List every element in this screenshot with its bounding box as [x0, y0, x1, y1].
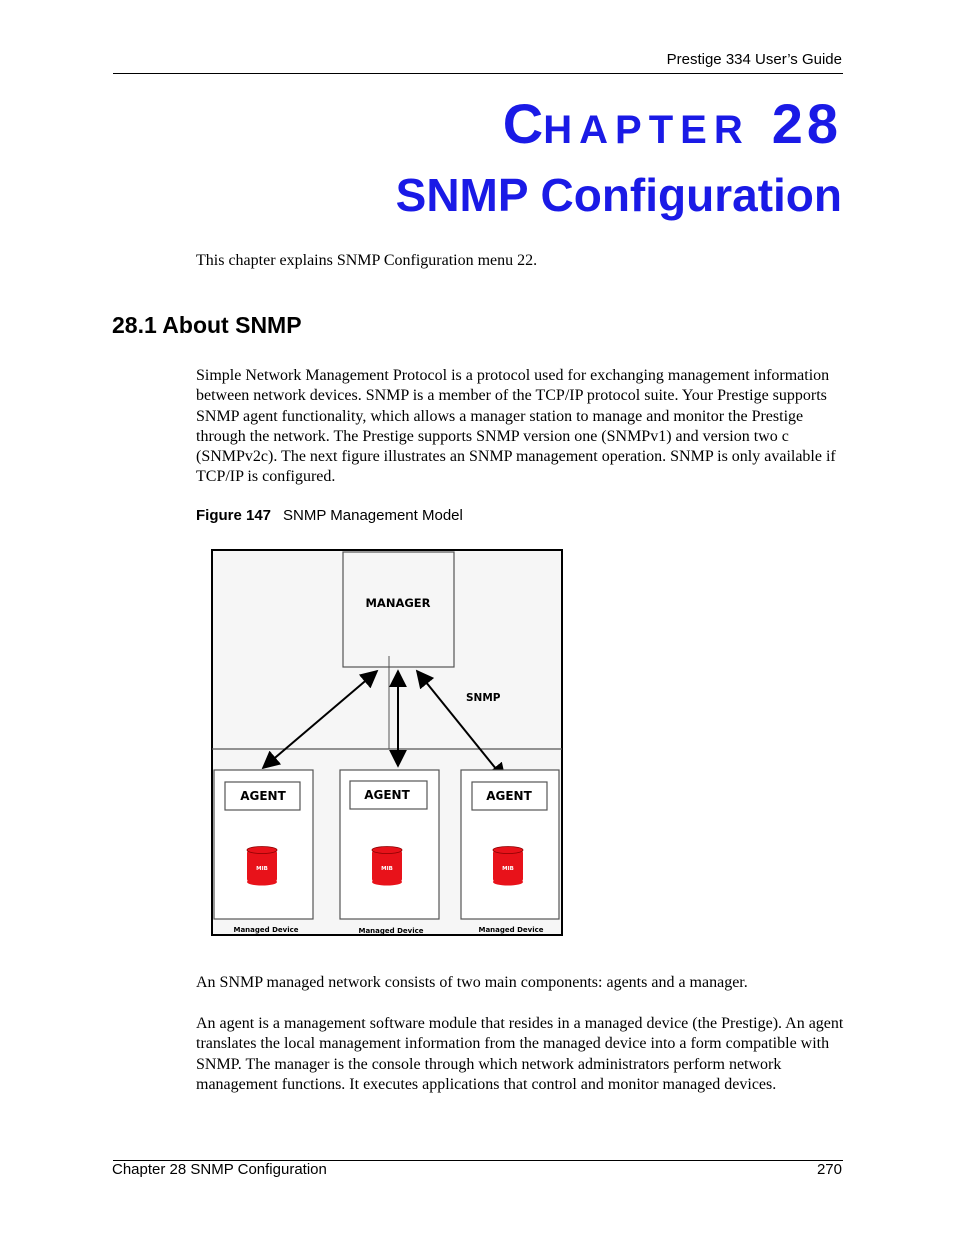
figure-title: SNMP Management Model	[283, 507, 463, 524]
snmp-management-diagram	[211, 549, 563, 936]
footer-chapter: Chapter 28 SNMP Configuration	[112, 1161, 327, 1178]
agent-paragraph: An agent is a management software module that resides in a managed device (the Prestige). An agent translates the local management information from the managed device into a form compatible with SNMP. The manager is the console through which network administrators perform network management functions. It executes applications that control and monitor managed devices.	[196, 1015, 844, 1093]
managed-device-label: Managed Device	[478, 926, 544, 934]
agent-label: AGENT	[486, 789, 532, 803]
chapter-word: HAPTER	[543, 108, 750, 152]
chapter-number: 28	[771, 92, 842, 155]
managed-device-3	[461, 770, 559, 934]
figure-caption	[196, 507, 463, 524]
agent-label: AGENT	[364, 788, 410, 802]
agent-label: AGENT	[240, 789, 286, 803]
chapter-label	[502, 92, 842, 155]
mib-label: MIB	[502, 866, 514, 872]
snmp-label: SNMP	[466, 692, 501, 704]
chapter-cap-letter: C	[502, 92, 544, 155]
mib-database-icon	[493, 847, 523, 886]
manager-label: MANAGER	[365, 596, 431, 610]
intro-paragraph: This chapter explains SNMP Configuration menu 22.	[196, 252, 538, 269]
figure-label: Figure 147	[196, 507, 272, 524]
components-paragraph: An SNMP managed network consists of two main components: agents and a manager.	[196, 974, 748, 991]
mib-label: MIB	[381, 866, 393, 872]
managed-device-2	[340, 770, 439, 935]
mib-database-icon	[372, 847, 402, 886]
section-heading: 28.1 About SNMP	[112, 312, 302, 338]
managed-device-label: Managed Device	[233, 926, 299, 934]
chapter-title: SNMP Configuration	[395, 169, 842, 221]
mib-database-icon	[247, 847, 277, 886]
managed-device-label: Managed Device	[358, 927, 424, 935]
page-number: 270	[816, 1161, 842, 1178]
running-header: Prestige 334 User’s Guide	[666, 51, 842, 68]
managed-device-1	[214, 770, 313, 934]
about-snmp-paragraph: Simple Network Management Protocol is a protocol used for exchanging management information between network devices. SNMP is a member of the TCP/IP protocol suite. Your Prestige supports SNMP agent functionality, which allows a manager station to manage and monitor the Prestige through the network. The Prestige supports SNMP version one (SNMPv1) and version two c (SNMPv2c). The next figure illustrates an SNMP management operation. SNMP is only available if TCP/IP is configured.	[196, 367, 836, 486]
header-rule	[113, 73, 843, 74]
mib-label: MIB	[256, 866, 268, 872]
